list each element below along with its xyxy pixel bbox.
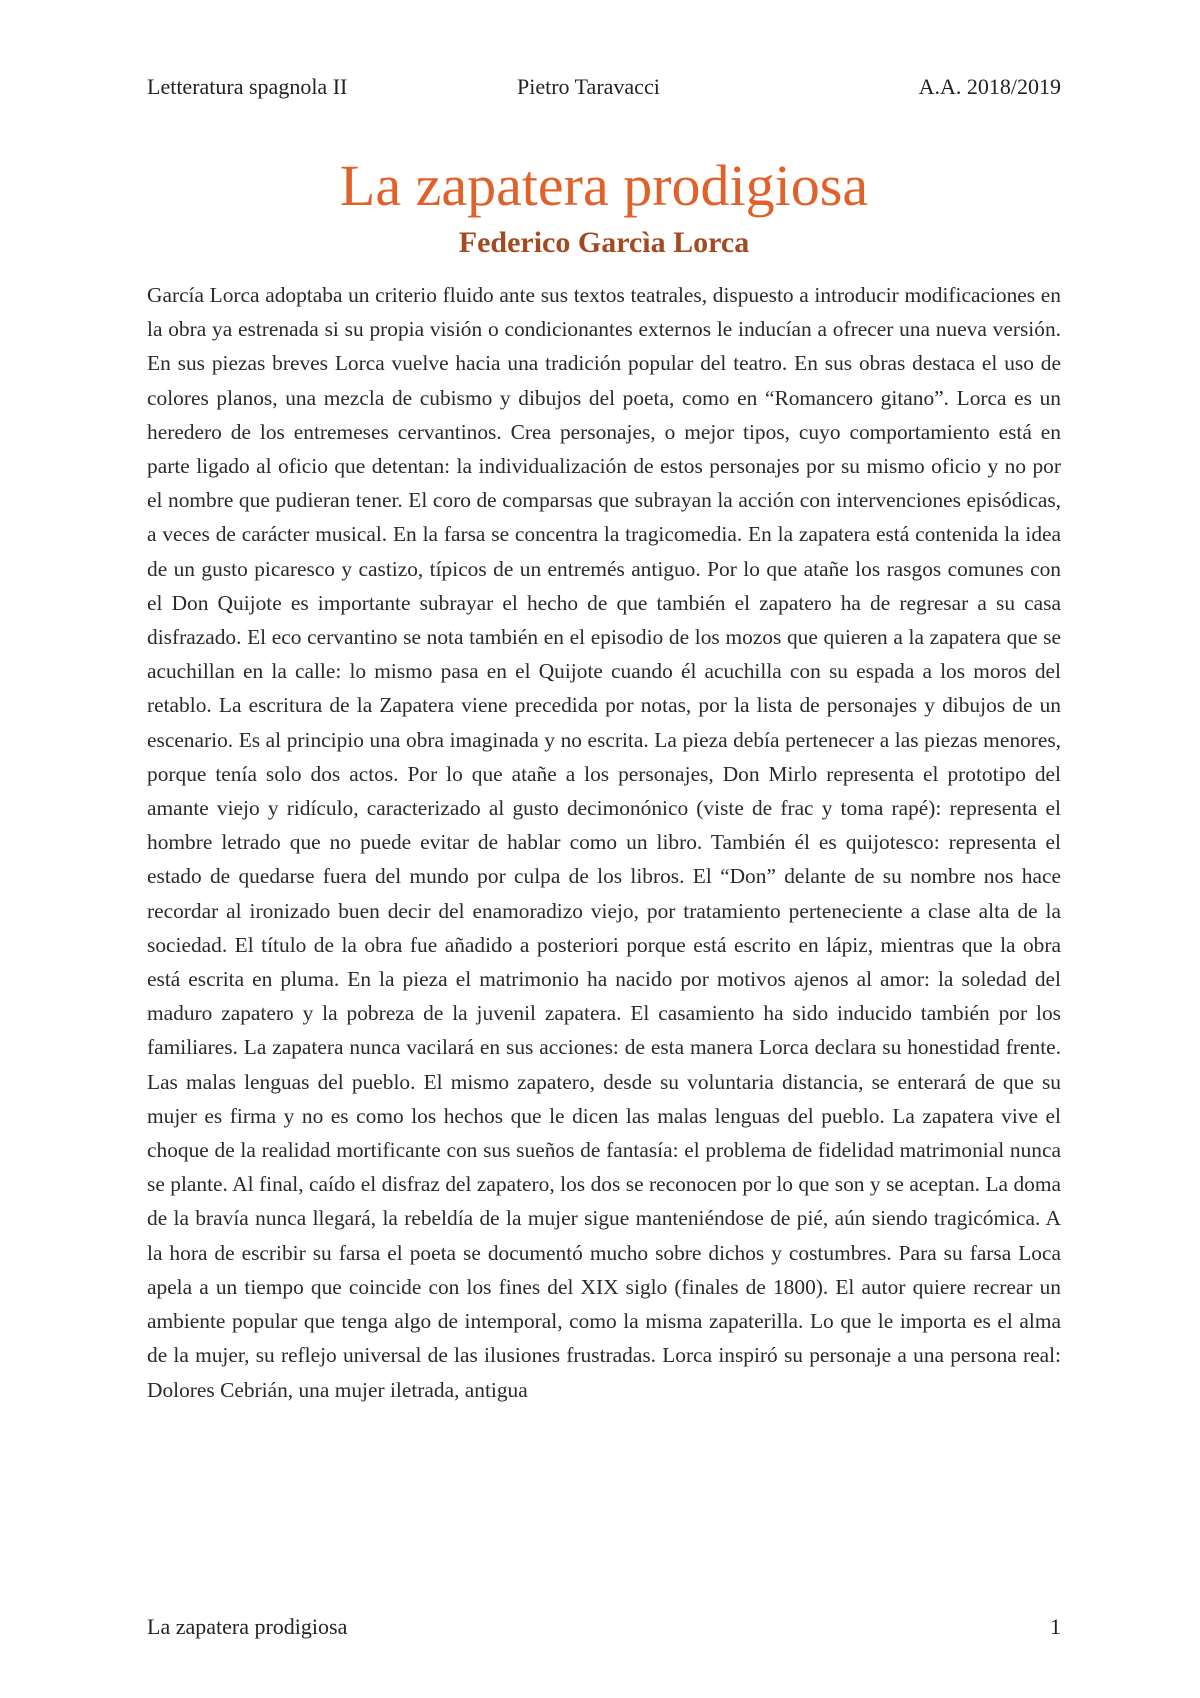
page-header [147, 74, 1061, 104]
header-author: Pietro Taravacci [517, 74, 660, 99]
body-paragraph: García Lorca adoptaba un criterio fluido ante sus textos teatrales, dispuesto a introducir modificaciones en la obra ya estrenada si su propia visión o condicionantes externos le inducían a ofrecer una nueva versión. En sus piezas breves Lorca vuelve hacia una tradición popular del teatro. En sus obras destaca el uso de colores planos, una mezcla de cubismo y dibujos del poeta, como en “Romancero gitano”. Lorca es un heredero de los entremeses cervantinos. Crea personajes, o mejor tipos, cuyo comportamiento está en parte ligado al oficio que detentan: la individualización de estos personajes por su mismo oficio y no por el nombre que pudieran tener. El coro de comparsas que subrayan la acción con intervenciones episódicas, a veces de carácter musical. En la farsa se concentra la tragicomedia. En la zapatera está contenida la idea de un gusto picaresco y castizo, típicos de un entremés antiguo. Por lo que atañe los rasgos comunes con el Don Quijote es importante subrayar el hecho de que también el zapatero ha de regresar a su casa disfrazado. El eco cervantino se nota también en el episodio de los mozos que quieren a la zapatera que se acuchillan en la calle: lo mismo pasa en el Quijote cuando él acuchilla con su espada a los moros del retablo. La escritura de la Zapatera viene precedida por notas, por la lista de personajes y dibujos de un escenario. Es al principio una obra imaginada y no escrita. La pieza debía pertenecer a las piezas menores, porque tenía solo dos actos. Por lo que atañe a los personajes, Don Mirlo representa el prototipo del amante viejo y ridículo, caracterizado al gusto decimonónico (viste de frac y toma rapé): representa el hombre letrado que no puede evitar de hablar como un libro. También él es quijotesco: representa el estado de quedarse fuera del mundo por culpa de los libros. El “Don” delante de su nombre nos hace recordar al ironizado buen decir del enamoradizo viejo, por tratamiento perteneciente a clase alta de la sociedad. El título de la obra fue añadido a posteriori porque está escrito en lápiz, mientras que la obra está escrita en pluma. En la pieza el matrimonio ha nacido por motivos ajenos al amor: la soledad del maduro zapatero y la pobreza de la juvenil zapatera. El casamiento ha sido inducido también por los familiares. La zapatera nunca vacilará en sus acciones: de esta manera Lorca declara su honestidad frente. Las malas lenguas del pueblo. El mismo zapatero, desde su voluntaria distancia, se enterará de que su mujer es firma y no es como los hechos que le dicen las malas lenguas del pueblo. La zapatera vive el choque de la realidad mortificante con sus sueños de fantasía: el problema de fidelidad matrimonial nunca se plante. Al final, caído el disfraz del zapatero, los dos se reconocen por lo que son y se aceptan. La doma de la bravía nunca llegará, la rebeldía de la mujer sigue manteniéndose de pié, aún siendo tragicómica. A la hora de escribir su farsa el poeta se documentó mucho sobre dichos y costumbres. Para su farsa Loca apela a un tiempo que coincide con los fines del XIX siglo (finales de 1800). El autor quiere recrear un ambiente popular que tenga algo de intemporal, como la misma zapaterilla. Lo que le importa es el alma de la mujer, su reflejo universal de las ilusiones frustradas. Lorca inspiró su personaje a una persona real: Dolores Cebrián, una mujer iletrada, antigua [147, 283, 1061, 1402]
header-academic-year: A.A. 2018/2019 [918, 74, 1061, 99]
document-title: La zapatera prodigiosa [339, 153, 869, 218]
header-course: Letteratura spagnola II [147, 74, 348, 99]
document-subtitle: Federico Garcìa Lorca [458, 226, 750, 259]
page-footer [147, 1614, 1061, 1644]
footer-title: La zapatera prodigiosa [147, 1614, 348, 1639]
page-number: 1 [1050, 1614, 1061, 1639]
